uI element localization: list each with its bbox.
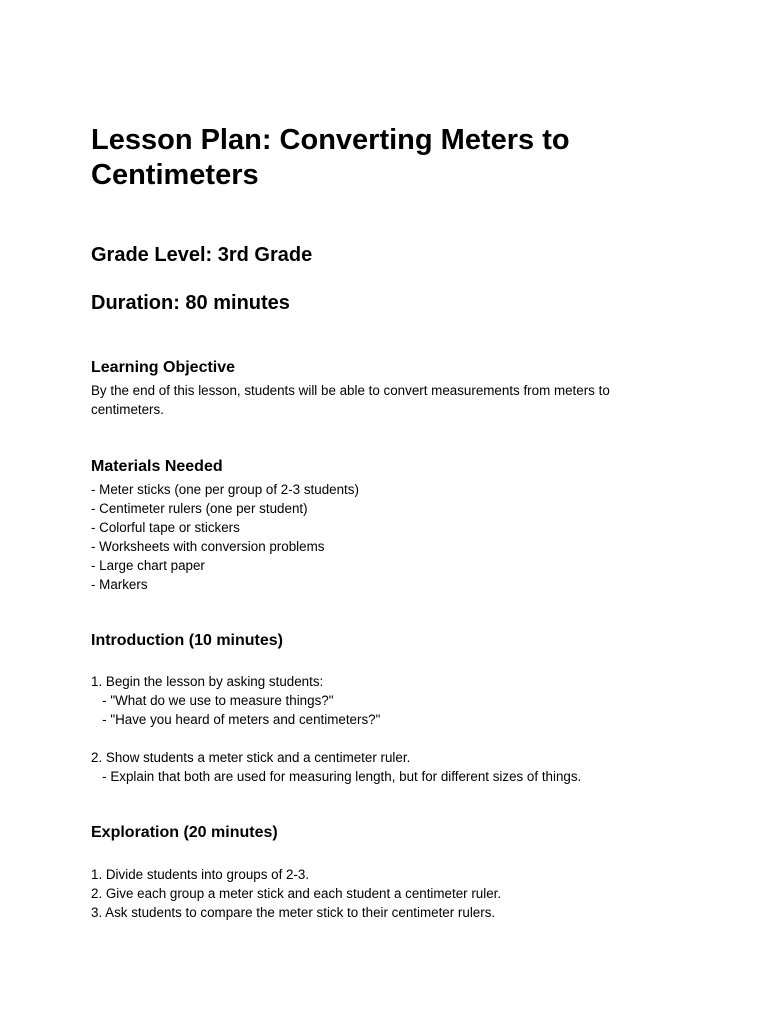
introduction-list: [91, 672, 581, 786]
page-title: Lesson Plan: Converting Meters to Centimeters: [91, 124, 570, 191]
list-item: - "Have you heard of meters and centimeters?": [91, 712, 381, 727]
introduction-heading: Introduction (10 minutes): [91, 632, 283, 649]
duration-heading: Duration: 80 minutes: [91, 292, 290, 314]
list-item: 2. Give each group a meter stick and each student a centimeter ruler.: [91, 886, 502, 901]
grade-level-heading: Grade Level: 3rd Grade: [91, 244, 313, 266]
materials-heading: Materials Needed: [91, 458, 223, 475]
exploration-list: [91, 865, 501, 922]
list-item: 3. Ask students to compare the meter stick to their centimeter rulers.: [91, 905, 496, 920]
list-item: - Meter sticks (one per group of 2-3 students): [91, 482, 359, 497]
list-item: - Colorful tape or stickers: [91, 520, 240, 535]
list-item: - Large chart paper: [91, 558, 205, 573]
list-item: - Explain that both are used for measuring length, but for different sizes of things.: [91, 769, 582, 784]
exploration-heading: Exploration (20 minutes): [91, 824, 278, 841]
list-item: 1. Begin the lesson by asking students:: [91, 674, 324, 689]
list-item: - Centimeter rulers (one per student): [91, 501, 308, 516]
objective-text: By the end of this lesson, students will be able to convert measurements from meters to centimeters.: [91, 383, 610, 417]
list-item: 1. Divide students into groups of 2-3.: [91, 867, 310, 882]
list-item: - Markers: [91, 577, 148, 592]
list-item: [91, 729, 581, 748]
materials-list: [91, 480, 359, 594]
objective-heading: Learning Objective: [91, 359, 236, 376]
list-item: 2. Show students a meter stick and a centimeter ruler.: [91, 750, 411, 765]
list-item: - Worksheets with conversion problems: [91, 539, 325, 554]
list-item: - "What do we use to measure things?": [91, 693, 334, 708]
